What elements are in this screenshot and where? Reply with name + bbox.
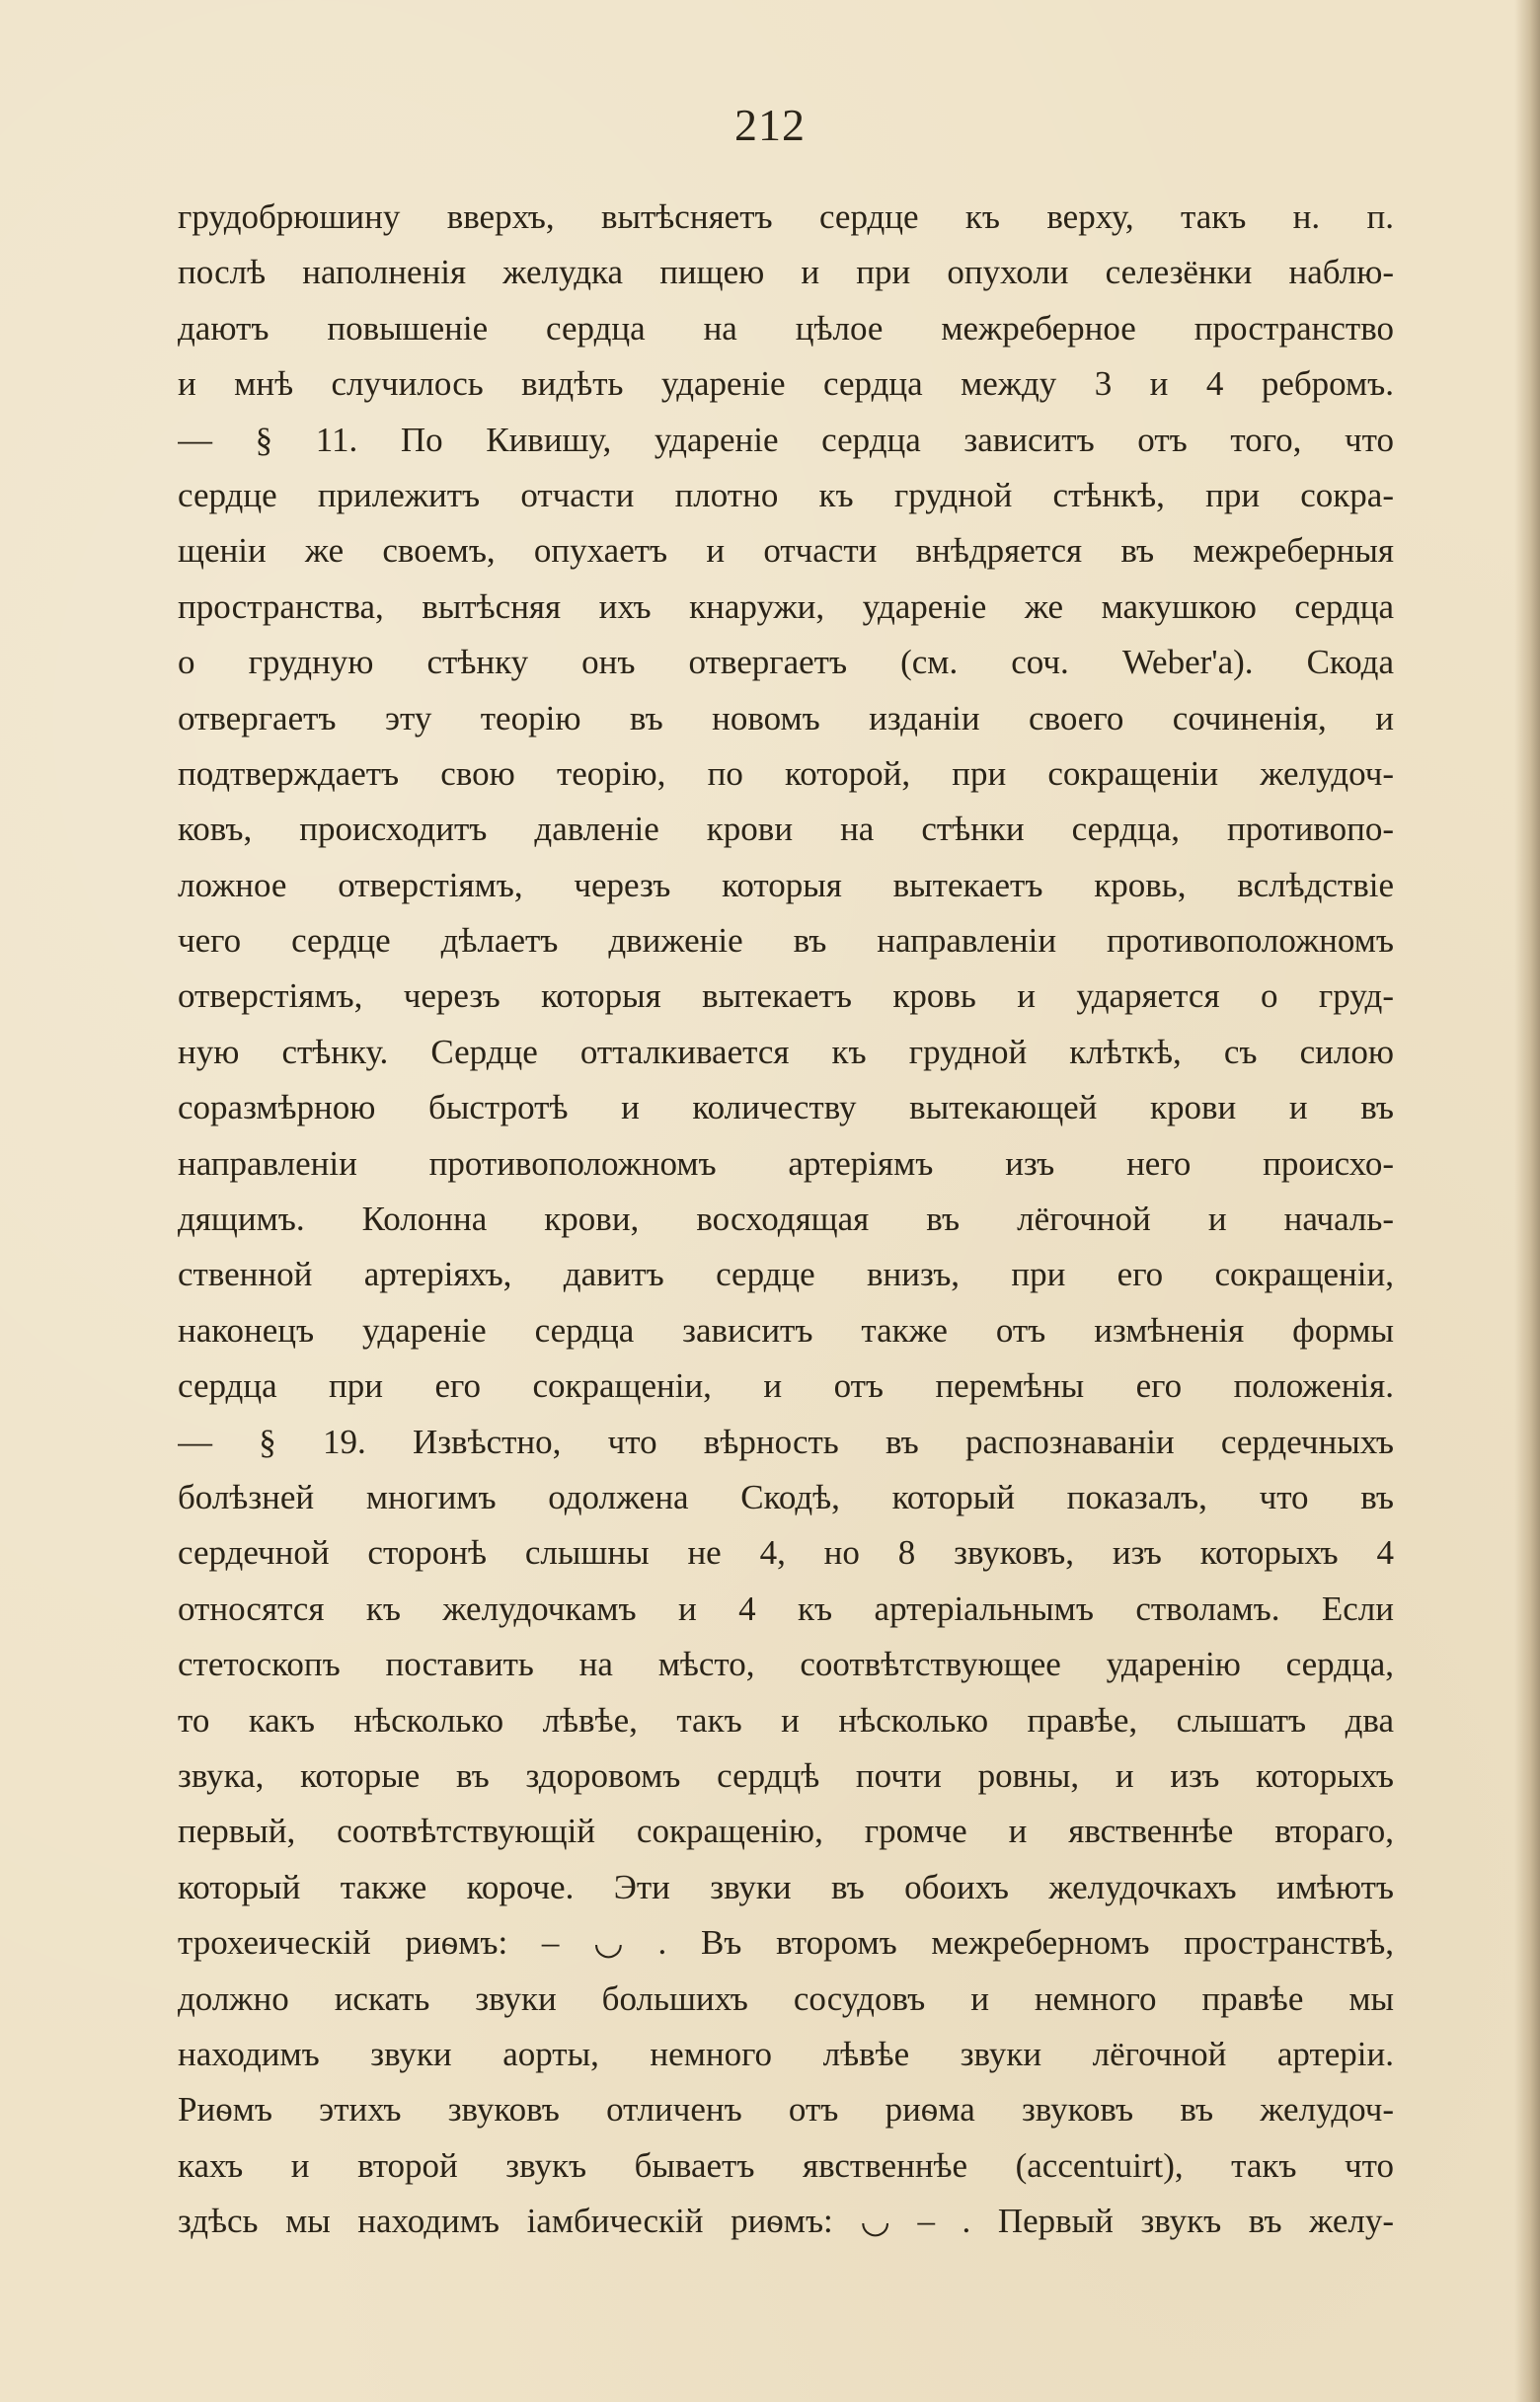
text-line: относятся къ желудочкамъ и 4 къ артеріальнымъ стволамъ. Если bbox=[178, 1588, 1394, 1628]
body-text bbox=[178, 190, 1394, 2249]
text-line: ственной артеріяхъ, давитъ сердце внизъ, при его сокращеніи, bbox=[178, 1255, 1394, 1294]
text-line: ковъ, происходитъ давленіе крови на стѣнки сердца, противопо- bbox=[178, 810, 1394, 849]
text-line: — § 19. Извѣстно, что вѣрность въ распознаваніи сердечныхъ bbox=[178, 1422, 1394, 1461]
text-line: дящимъ. Колонна крови, восходящая въ лёгочной и началь- bbox=[178, 1200, 1394, 1239]
text-line: звука, которые въ здоровомъ сердцѣ почти ровны, и изъ которыхъ bbox=[178, 1755, 1394, 1795]
page-number: 212 bbox=[734, 100, 806, 150]
text-line: здѣсь мы находимъ іамбическій риѳмъ: ◡ – . Первый звукъ въ желу- bbox=[178, 2202, 1394, 2241]
text-line: отвергаетъ эту теорію въ новомъ изданіи своего сочиненія, и bbox=[178, 698, 1394, 737]
text-line: щеніи же своемъ, опухаетъ и отчасти внѣдряется въ межреберныя bbox=[178, 531, 1394, 571]
text-line: Риѳмъ этихъ звуковъ отличенъ отъ риѳма звуковъ въ желудоч- bbox=[178, 2090, 1394, 2130]
text-line: стетоскопъ поставить на мѣсто, соотвѣтствующее ударенію сердца, bbox=[178, 1645, 1394, 1684]
text-line: послѣ наполненія желудка пищею и при опухоли селезёнки наблю- bbox=[178, 253, 1394, 292]
text-line: сердечной сторонѣ слышны не 4, но 8 звуковъ, изъ которыхъ 4 bbox=[178, 1533, 1394, 1573]
text-line: направленіи противоположномъ артеріямъ изъ него происхо- bbox=[178, 1143, 1394, 1183]
text-line: трохеическій риѳмъ: – ◡ . Въ второмъ межреберномъ пространствѣ, bbox=[178, 1923, 1394, 1963]
text-line: — § 11. По Кивишу, удареніе сердца зависитъ отъ того, что bbox=[178, 420, 1394, 459]
text-line: соразмѣрною быстротѣ и количеству вытекающей крови и въ bbox=[178, 1088, 1394, 1127]
text-line: грудобрюшину вверхъ, вытѣсняетъ сердце къ верху, такъ н. п. bbox=[178, 197, 1394, 236]
text-line: ложное отверстіямъ, черезъ которыя вытекаетъ кровь, вслѣдствіе bbox=[178, 865, 1394, 904]
text-line: наконецъ удареніе сердца зависитъ также отъ измѣненія формы bbox=[178, 1310, 1394, 1350]
text-line: пространства, вытѣсняя ихъ кнаружи, удареніе же макушкою сердца bbox=[178, 586, 1394, 626]
text-line: кахъ и второй звукъ бываетъ явственнѣе (accentuirt), такъ что bbox=[178, 2145, 1394, 2185]
text-line: сердца при его сокращеніи, и отъ перемѣны его положенія. bbox=[178, 1366, 1394, 1406]
text-line: сердце прилежитъ отчасти плотно къ грудной стѣнкѣ, при сокра- bbox=[178, 475, 1394, 514]
text-line: отверстіямъ, черезъ которыя вытекаетъ кровь и ударяется о груд- bbox=[178, 976, 1394, 1016]
text-line: ную стѣнку. Сердце отталкивается къ грудной клѣткѣ, съ силою bbox=[178, 1032, 1394, 1071]
page-edge-shadow bbox=[1514, 0, 1540, 2402]
text-line: даютъ повышеніе сердца на цѣлое межреберное пространство bbox=[178, 308, 1394, 348]
text-line: и мнѣ случилось видѣть удареніе сердца между 3 и 4 ребромъ. bbox=[178, 364, 1394, 404]
text-line: первый, соотвѣтствующій сокращенію, громче и явственнѣе втораго, bbox=[178, 1812, 1394, 1851]
text-line: о грудную стѣнку онъ отвергаетъ (см. соч. Weber'a). Скода bbox=[178, 643, 1394, 682]
text-line: должно искать звуки большихъ сосудовъ и немного правѣе мы bbox=[178, 1978, 1394, 2018]
text-line: то какъ нѣсколько лѣвѣе, такъ и нѣсколько правѣе, слышатъ два bbox=[178, 1700, 1394, 1740]
text-line: болѣзней многимъ одолжена Скодѣ, который показалъ, что въ bbox=[178, 1477, 1394, 1516]
text-line: который также короче. Эти звуки въ обоихъ желудочкахъ имѣютъ bbox=[178, 1867, 1394, 1906]
text-line: чего сердце дѣлаетъ движеніе въ направленіи противоположномъ bbox=[178, 921, 1394, 961]
text-line: находимъ звуки аорты, немного лѣвѣе звуки лёгочной артеріи. bbox=[178, 2034, 1394, 2073]
text-line: подтверждаетъ свою теорію, по которой, при сокращеніи желудоч- bbox=[178, 753, 1394, 793]
